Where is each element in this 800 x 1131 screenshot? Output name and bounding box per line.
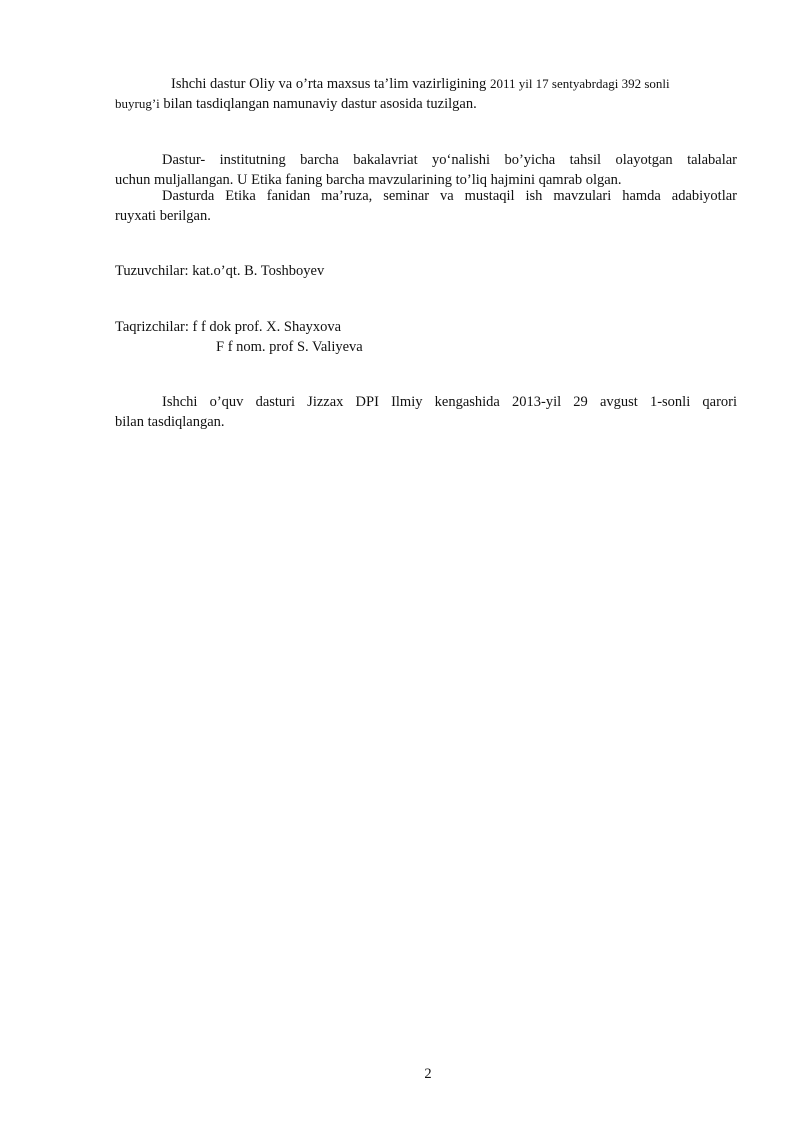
approval-line-2-order: buyrug’i <box>115 96 160 111</box>
council-approval-paragraph <box>115 392 737 432</box>
approval-paragraph <box>115 74 737 114</box>
approval-line-2-text: bilan tasdiqlangan namunaviy dastur asosida tuzilgan. <box>159 96 477 112</box>
purpose-line-1: Dastur- institutning barcha bakalavriat yo‘nalishi bo’yicha tahsil olayotgan talabalar <box>162 152 737 168</box>
reviewers-block <box>115 317 737 357</box>
approval-line-2 <box>115 94 737 114</box>
reviewer-1: Taqrizchilar: f f dok prof. X. Shayxova <box>115 319 342 335</box>
approval-line-1-date: 2011 yil 17 sentyabrdagi 392 sonli <box>489 76 670 91</box>
contents-line-2: ruyxati berilgan. <box>115 208 211 224</box>
council-line-1: Ishchi o’quv dasturi Jizzax DPI Ilmiy kengashida 2013-yil 29 avgust 1-sonli qarori <box>162 394 737 410</box>
contents-paragraph <box>115 186 737 226</box>
approval-line-1-text: Ishchi dastur Oliy va o’rta maxsus ta’lim vazirligining <box>171 76 490 92</box>
purpose-line-2: uchun muljallangan. U Etika faning barcha mavzularining to’liq hajmini qamrab olgan. <box>115 172 622 188</box>
page-number: 2 <box>424 1066 432 1082</box>
approval-line-1 <box>115 74 737 94</box>
purpose-paragraph <box>115 150 737 190</box>
authors-line: Tuzuvchilar: kat.o’qt. B. Toshboyev <box>115 263 325 279</box>
reviewer-2: F f nom. prof S. Valiyeva <box>216 339 363 355</box>
contents-line-1: Dasturda Etika fanidan ma’ruza, seminar va mustaqil ish mavzulari hamda adabiyotlar <box>162 188 737 204</box>
council-line-2: bilan tasdiqlangan. <box>115 414 225 430</box>
